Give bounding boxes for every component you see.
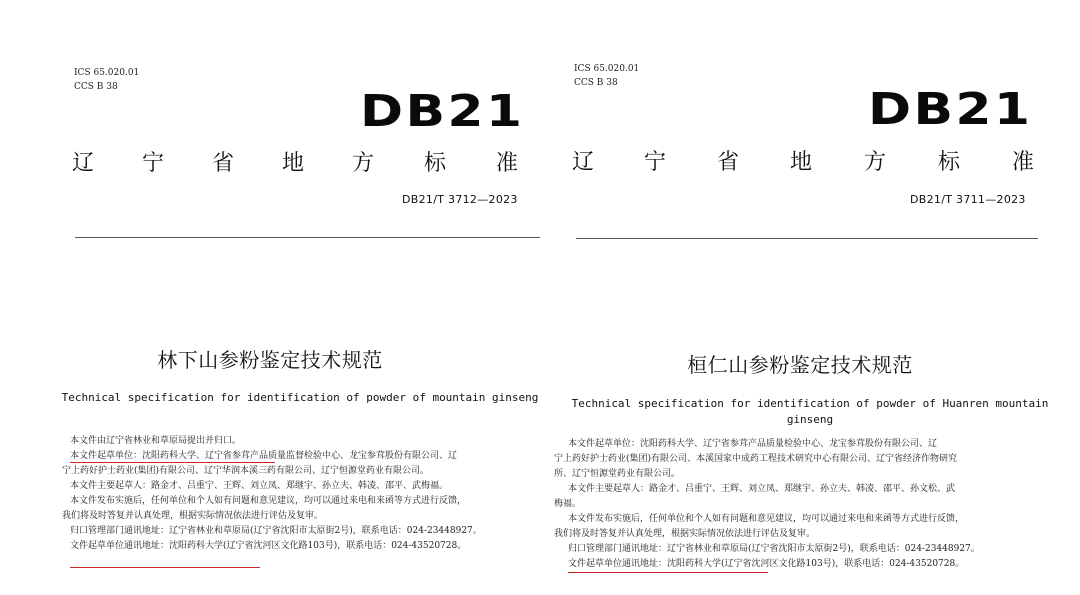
foreword-line: 本文件发布实施后，任何单位和个人如有问题和意见建议，均可以通过来电和来函等方式进行反馈， xyxy=(568,514,965,524)
standard-char: 辽 xyxy=(572,150,595,175)
red-underline xyxy=(70,567,260,568)
ics-code: ICS 65.020.01 xyxy=(574,64,640,74)
ics-code: ICS 65.020.01 xyxy=(74,68,140,78)
english-title: Technical specification for identification of powder of mountain ginseng xyxy=(61,391,539,404)
english-title-line: ginseng xyxy=(786,413,834,426)
header-divider xyxy=(75,237,540,238)
foreword-line: 宁上药好护士药业(集团)有限公司、本溪国家中成药工程技术研究中心有限公司、辽宁省经济作物研究 xyxy=(554,454,958,464)
foreword-line: 归口管理部门通讯地址：辽宁省林业和草原局(辽宁省沈阳市太原街2号)，联系电话：024-23448927。 xyxy=(70,526,482,536)
standard-char: 辽 xyxy=(72,151,95,176)
standard-number: DB21/T 3712—2023 xyxy=(402,193,518,206)
red-underline xyxy=(568,572,768,573)
standard-char: 方 xyxy=(352,151,375,176)
foreword-line: 本文件主要起草人：路金才、吕重宁、王辉、刘立凤、郑继宇、孙立夫、韩凌、邵平、孙文松、武 xyxy=(568,484,956,494)
standard-char: 宁 xyxy=(644,150,667,175)
document-title: 桓仁山参粉鉴定技术规范 xyxy=(687,353,913,377)
english-title xyxy=(560,396,1060,428)
english-title-line: Technical specification for identification of powder of Huanren mountain xyxy=(571,397,1049,410)
standard-char: 地 xyxy=(282,151,305,176)
foreword-line: 梅福。 xyxy=(554,499,582,509)
standard-char: 地 xyxy=(790,150,813,175)
foreword-line: 我们将及时答复并认真处理，根据实际情况依法进行评估及复审。 xyxy=(554,529,816,539)
standard-type-heading xyxy=(0,146,540,176)
ccs-code: CCS B 38 xyxy=(74,82,118,92)
standard-char: 宁 xyxy=(142,151,165,176)
document-title: 林下山参粉鉴定技术规范 xyxy=(157,348,383,372)
standard-char: 省 xyxy=(212,151,235,176)
classification-codes xyxy=(574,62,639,90)
standard-char: 标 xyxy=(938,150,961,175)
foreword-line: 归口管理部门通讯地址：辽宁省林业和草原局(辽宁省沈阳市太原街2号)，联系电话：024-23448927。 xyxy=(568,544,980,554)
db-code-heading: DB21 xyxy=(360,86,525,137)
foreword-line: 文件起草单位通讯地址：沈阳药科大学(辽宁省沈河区文化路103号)，联系电话：024-43520728。 xyxy=(70,541,467,551)
db-code-heading: DB21 xyxy=(868,84,1033,135)
standard-number: DB21/T 3711—2023 xyxy=(910,193,1026,206)
standard-char: 方 xyxy=(864,150,887,175)
standard-char: 准 xyxy=(1012,150,1035,175)
right-document-page xyxy=(540,0,1080,595)
foreword-text xyxy=(554,437,980,572)
standard-char: 准 xyxy=(496,151,519,176)
foreword-line: 本文件主要起草人：路金才、吕重宁、王辉、刘立凤、郑继宇、孙立夫、韩凌、邵平、武梅福。 xyxy=(70,481,449,491)
ccs-code: CCS B 38 xyxy=(574,78,618,88)
header-divider xyxy=(576,238,1038,239)
foreword-line: 文件起草单位通讯地址：沈阳药科大学(辽宁省沈河区文化路103号)，联系电话：024-43520728。 xyxy=(568,559,965,569)
foreword-line: 本文件起草单位：沈阳药科大学、辽宁省参茸产品质量检验中心、龙宝参茸股份有限公司、辽 xyxy=(568,439,938,449)
foreword-line: 我们将及时答复并认真处理，根据实际情况依法进行评估及复审。 xyxy=(62,511,324,521)
red-underline xyxy=(70,462,275,463)
foreword-text xyxy=(62,434,482,554)
standard-char: 标 xyxy=(424,151,447,176)
foreword-line: 本文件发布实施后，任何单位和个人如有问题和意见建议，均可以通过来电和来函等方式进行反馈， xyxy=(70,496,467,506)
foreword-line: 所、辽宁恒源堂药业有限公司。 xyxy=(554,469,681,479)
classification-codes xyxy=(74,66,139,94)
standard-char: 省 xyxy=(717,150,740,175)
foreword-line: 宁上药好护士药业(集团)有限公司、辽宁华润本溪三药有限公司、辽宁恒源堂药业有限公司。 xyxy=(62,466,430,476)
foreword-line: 本文件起草单位：沈阳药科大学、辽宁省参茸产品质量监督检验中心、龙宝参茸股份有限公司、辽 xyxy=(70,451,458,461)
foreword-line: 本文件由辽宁省林业和草原局提出并归口。 xyxy=(70,436,242,446)
standard-type-heading xyxy=(540,145,1080,175)
